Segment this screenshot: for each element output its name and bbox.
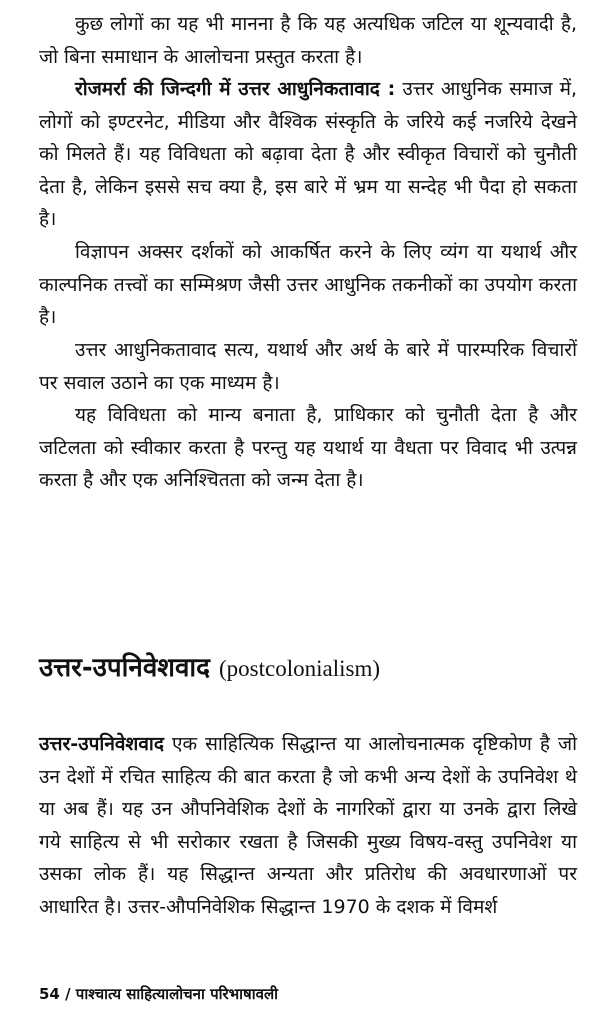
paragraph-lead-term: उत्तर-उपनिवेशवाद bbox=[39, 733, 164, 755]
paragraph-postmodernism-everyday-life bbox=[39, 73, 577, 236]
section-heading bbox=[39, 648, 577, 689]
paragraph-postcolonialism-definition bbox=[39, 728, 577, 923]
paragraph-text: उत्तर आधुनिकतावाद सत्य, यथार्थ और अर्थ के बारे में पारम्परिक विचारों पर सवाल उठाने का एक माध्यम है। bbox=[39, 339, 577, 394]
paragraph-text: उत्तर आधुनिक समाज में, लोगों को इण्टरनेट, मीडिया और वैश्विक संस्कृति के जरिये कई नजरिये देखने को मिलते हैं। यह विविधता को बढ़ावा देता है और स्वीकृत विचारों को चुनौती देता है, लेकिन इससे सच क्या है, इस बारे में भ्रम या सन्देह भी पैदा हो सकता है। bbox=[39, 78, 577, 230]
paragraph-questioning-ideas bbox=[39, 334, 577, 399]
paragraph-text: कुछ लोगों का यह भी मानना है कि यह अत्यधिक जटिल या शून्यवादी है, जो बिना समाधान के आलोचना प्रस्तुत करता है। bbox=[39, 13, 577, 68]
paragraph-text: विज्ञापन अक्सर दर्शकों को आकर्षित करने के लिए व्यंग या यथार्थ और काल्पनिक तत्त्वों का सम्मिश्रण जैसी उत्तर आधुनिक तकनीकों का उपयोग करता है। bbox=[39, 241, 577, 328]
heading-english: (postcolonialism) bbox=[219, 656, 380, 681]
page-footer: 54 / पाश्चात्य साहित्यालोचना परिभाषावली bbox=[39, 985, 279, 1003]
paragraph-lead-term: रोजमर्रा की जिन्दगी में उत्तर आधुनिकतावाद : bbox=[75, 78, 396, 100]
paragraph-text: यह विविधता को मान्य बनाता है, प्राधिकार को चुनौती देता है और जटिलता को स्वीकार करता है परन्तु यह यथार्थ या वैधता पर विवाद भी उत्पन्न करता है और एक अनिश्चितता को जन्म देता है। bbox=[39, 404, 577, 491]
paragraph-text: एक साहित्यिक सिद्धान्त या आलोचनात्मक दृष्टिकोण है जो उन देशों में रचित साहित्य की बात करता है जो कभी अन्य देशों के उपनिवेश थे या अब हैं। यह उन औपनिवेशिक देशों के नागरिकों द्वारा या उनके द्वारा लिखे गये साहित्य से भी सरोकार रखता है जिसकी मुख्य विषय-वस्तु उपनिवेश या उसका लोक हैं। यह सिद्धान्त अन्यता और प्रतिरोध की अवधारणाओं पर आधारित है। उत्तर-औपनिवेशिक सिद्धान्त 1970 के दशक में विमर्श bbox=[39, 733, 577, 918]
heading-hindi: उत्तर-उपनिवेशवाद bbox=[39, 653, 210, 683]
paragraph-advertising bbox=[39, 236, 577, 334]
paragraph-diversity bbox=[39, 399, 577, 497]
paragraph-postmodern-criticism bbox=[39, 8, 577, 73]
